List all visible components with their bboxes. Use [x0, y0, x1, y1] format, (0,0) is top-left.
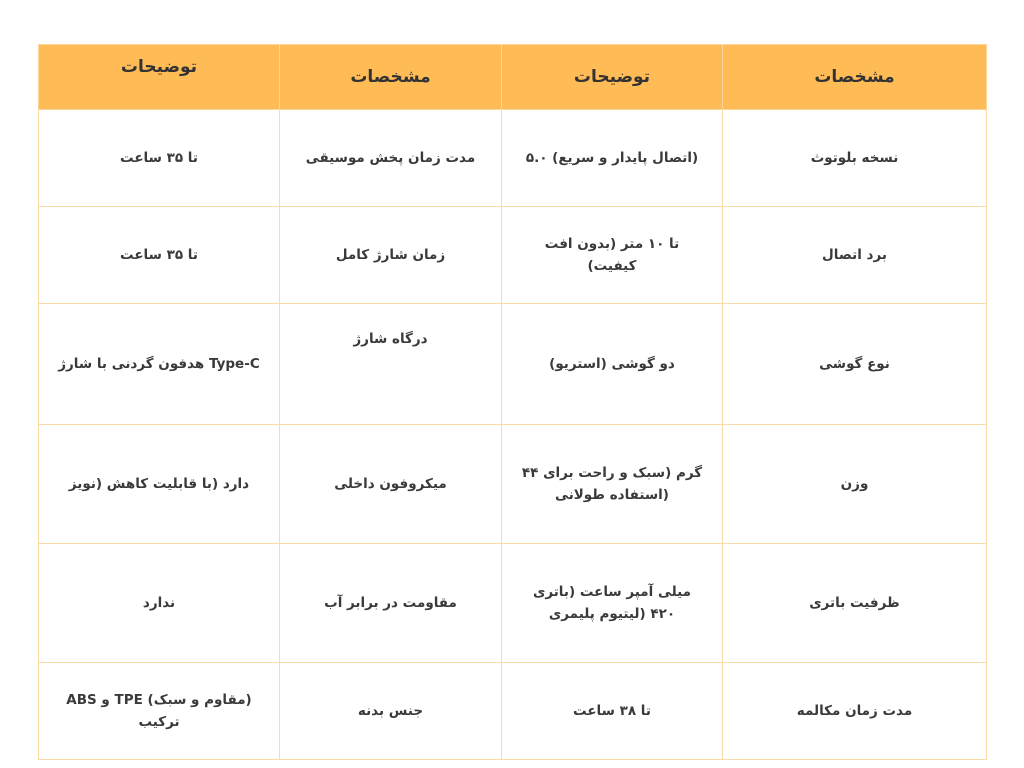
spec-value: گرم (سبک و راحت برای ۴۴ (استفاده طولانی: [502, 425, 723, 544]
spec-label: برد اتصال: [723, 207, 987, 304]
table-row: [39, 425, 987, 544]
spec-label: ظرفیت باتری: [723, 544, 987, 663]
spec-label: درگاه شارژ: [280, 304, 502, 425]
spec-label: وزن: [723, 425, 987, 544]
spec-value: تا ۳۵ ساعت: [39, 207, 280, 304]
header-specs-2: مشخصات: [280, 45, 502, 110]
spec-table-container: [38, 44, 986, 760]
spec-label: میکروفون داخلی: [280, 425, 502, 544]
spec-label: نسخه بلوتوث: [723, 110, 987, 207]
spec-value: تا ۳۸ ساعت: [502, 663, 723, 760]
spec-label: مقاومت در برابر آب: [280, 544, 502, 663]
table-row: [39, 544, 987, 663]
spec-value: (اتصال پایدار و سریع) ۵.۰: [502, 110, 723, 207]
header-description-1: توضیحات: [502, 45, 723, 110]
spec-table: [38, 44, 987, 760]
header-specs-1: مشخصات: [723, 45, 987, 110]
header-description-2: توضیحات: [39, 45, 280, 110]
table-row: [39, 207, 987, 304]
spec-value: دو گوشی (استریو): [502, 304, 723, 425]
spec-value: دارد (با قابلیت کاهش (نویز: [39, 425, 280, 544]
spec-label: نوع گوشی: [723, 304, 987, 425]
spec-label: جنس بدنه: [280, 663, 502, 760]
spec-value: ندارد: [39, 544, 280, 663]
spec-value: میلی آمپر ساعت (باتری ۴۲۰ (لیتیوم پلیمری: [502, 544, 723, 663]
spec-value: تا ۳۵ ساعت: [39, 110, 280, 207]
spec-label: مدت زمان مکالمه: [723, 663, 987, 760]
spec-value: تا ۱۰ متر (بدون افت کیفیت): [502, 207, 723, 304]
spec-label: زمان شارژ کامل: [280, 207, 502, 304]
table-row: [39, 663, 987, 760]
table-row: [39, 110, 987, 207]
spec-label: مدت زمان پخش موسیقی: [280, 110, 502, 207]
table-header-row: [39, 45, 987, 110]
spec-value: Type-C هدفون گردنی با شارژ: [39, 304, 280, 425]
spec-value: (مقاوم و سبک) TPE و ABS ترکیب: [39, 663, 280, 760]
table-row: [39, 304, 987, 425]
